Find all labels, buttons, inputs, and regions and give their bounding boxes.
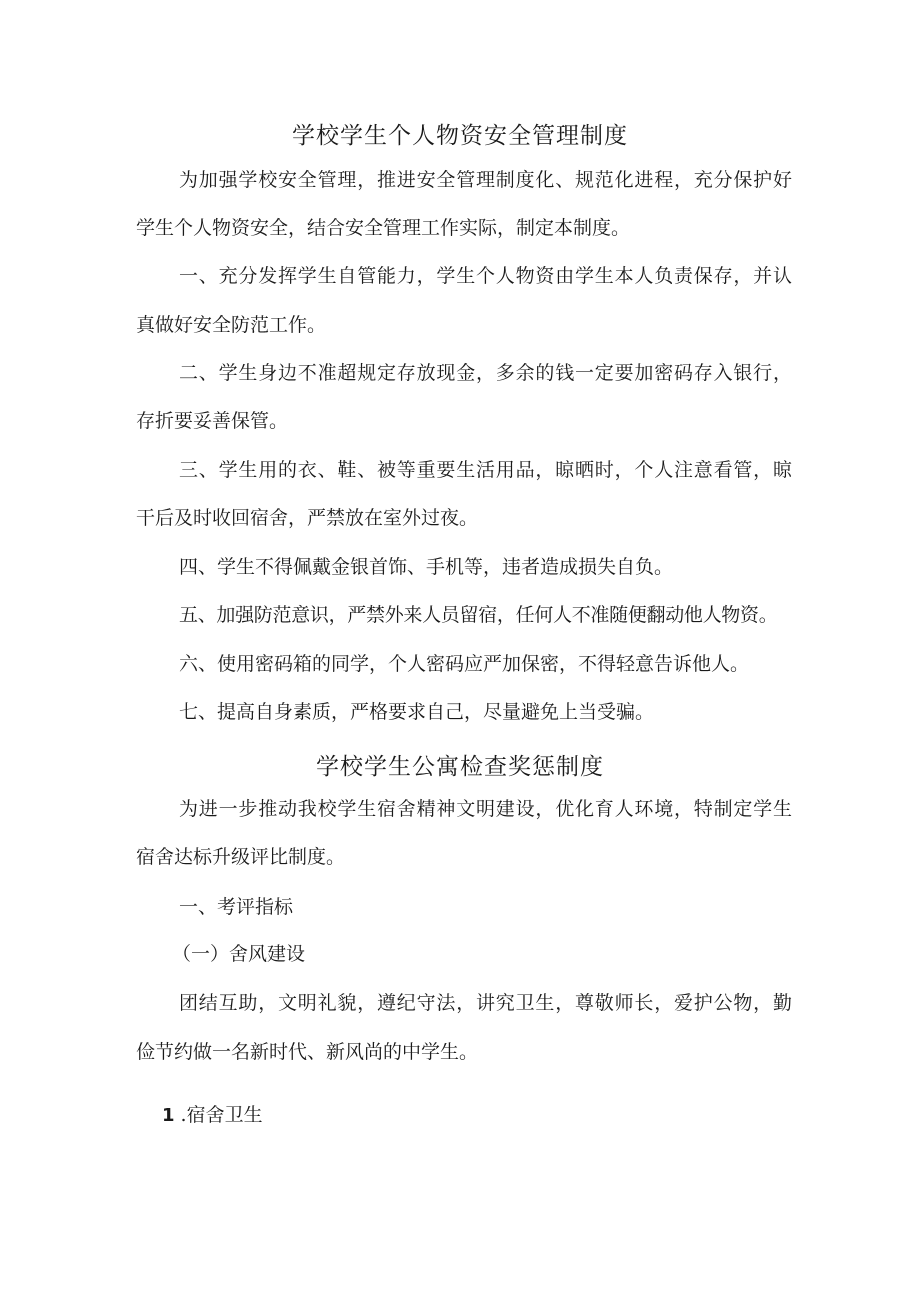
doc2-para1-line1: 团结互助，文明礼貌，遵纪守法，讲究卫生，尊敬师长，爱护公物，勤 bbox=[179, 992, 792, 1014]
doc1-item2-line2: 存折要妥善保管。 bbox=[136, 410, 289, 432]
doc1-item3-line2: 干后及时收回宿舍，严禁放在室外过夜。 bbox=[136, 507, 479, 529]
doc1-item3-line1: 三、学生用的衣、鞋、被等重要生活用品，晾晒时，个人注意看管，晾 bbox=[179, 459, 792, 481]
doc1-item6: 六、使用密码箱的同学，个人密码应严加保密，不得轻意告诉他人。 bbox=[179, 653, 750, 675]
doc2-intro-line2: 宿舍达标升级评比制度。 bbox=[136, 846, 346, 868]
doc2-section1-heading: 一、考评指标 bbox=[179, 896, 294, 918]
doc1-intro-line1: 为加强学校安全管理，推进安全管理制度化、规范化进程，充分保护好 bbox=[179, 169, 792, 191]
doc2-numbered-item1 bbox=[162, 1106, 263, 1125]
doc1-title: 学校学生个人物资安全管理制度 bbox=[292, 123, 628, 149]
doc2-subsection1-heading: （一）舍风建设 bbox=[172, 943, 306, 965]
doc1-intro-line2: 学生个人物资安全，结合安全管理工作实际，制定本制度。 bbox=[136, 217, 631, 239]
doc2-para1-line2: 俭节约做一名新时代、新风尚的中学生。 bbox=[136, 1041, 479, 1063]
doc1-item1-line2: 真做好安全防范工作。 bbox=[136, 314, 327, 336]
doc1-item5: 五、加强防范意识，严禁外来人员留宿，任何人不准随便翻动他人物资。 bbox=[179, 604, 778, 626]
doc2-intro-line1: 为进一步推动我校学生宿舍精神文明建设，优化育人环境，特制定学生 bbox=[179, 798, 792, 820]
numbered-item-text: .宿舍卫生 bbox=[180, 1104, 263, 1126]
doc2-title: 学校学生公寓检查奖惩制度 bbox=[316, 754, 604, 780]
doc1-item7: 七、提高自身素质，严格要求自己，尽量避免上当受骗。 bbox=[179, 701, 655, 723]
doc1-item1-line1: 一、充分发挥学生自管能力，学生个人物资由学生本人负责保存，并认 bbox=[179, 265, 792, 287]
numbered-item-number: 1 bbox=[162, 1105, 175, 1126]
doc1-item2-line1: 二、学生身边不准超规定存放现金，多余的钱一定要加密码存入银行， bbox=[179, 362, 792, 384]
doc1-item4: 四、学生不得佩戴金银首饰、手机等，违者造成损失自负。 bbox=[179, 556, 674, 578]
